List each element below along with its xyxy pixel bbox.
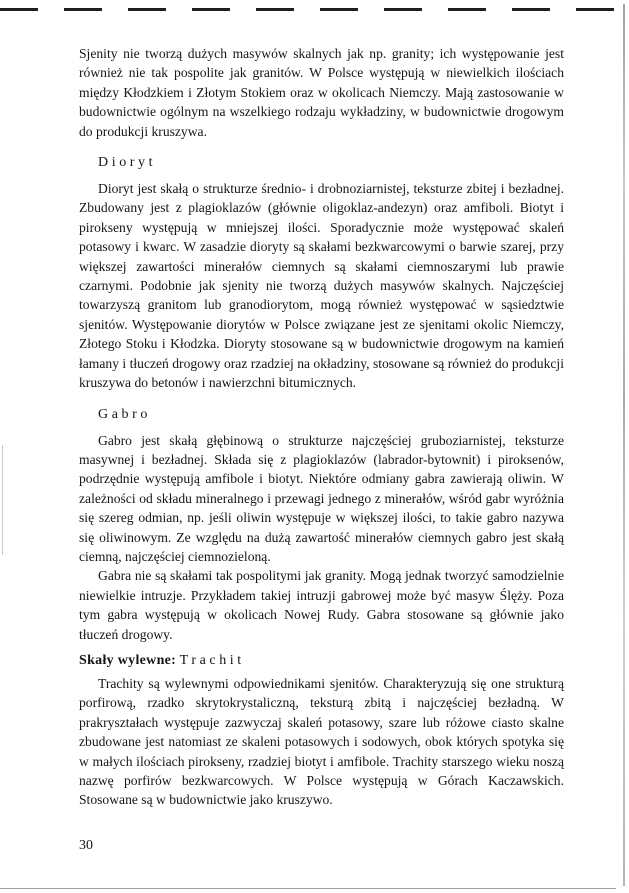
intro-paragraph: Sjenity nie tworzą dużych masywów skalnych jak np. granity; ich występowanie jest również nie tak pospolite jak granitów. W Polsce występują w niewielkich ilościach między Kłodzkiem i Złotym Stokiem oraz w okolicach Niemczy. Mają zastosowanie w budownictwie ogólnym na wszelkiego rodzaju wykładziny, w budownictwie drogowym do produkcji kruszywa.	[79, 46, 564, 139]
paragraph-gabro-2: Gabra nie są skałami tak pospolitymi jak granity. Mogą jednak tworzyć samodzielnie niewielkie intruzje. Przykładem takiej intruzji gabrowej może być masyw Ślęży. Poza tym gabra występują w okolicach Nowej Rudy. Gabra stosowane są głównie jako tłuczeń drogowy.	[79, 568, 564, 642]
scan-top-edge	[0, 8, 616, 11]
section-heading-trachit	[79, 652, 564, 670]
scan-right-edge	[623, 4, 625, 886]
paragraph-gabro-1: Gabro jest skałą głębinową o strukturze najczęściej gruboziarnistej, teksturze masywnej i bezładnej. Składa się z plagioklazów (labrador-bytownit) i piroksenów, podrzędnie występują amfibole i biotyt. Niektóre odmiany gabra zawierają oliwin. W zależności od składu mineralnego i przewagi jednego z minerałów, wśród gabr wyróżnia się szereg odmian, np. jeśli oliwin występuje w większej ilości, to takie gabro nazywa się oliwinowym. Ze względu na dużą zawartość minerałów ciemnych gabro jest skałą ciemną, najczęściej ciemnozieloną.	[79, 432, 564, 564]
section-heading-dioryt: Dioryt	[98, 155, 157, 171]
page-number: 30	[79, 838, 93, 853]
paragraph-trachit: Trachity są wylewnymi odpowiednikami sjenitów. Charakteryzują się one strukturą porfirową, rzadko skrytokrystaliczną, teksturą zbitą i najczęściej bezładną. W prakryształach występuje zazwyczaj skaleń potasowy, szare lub różowe ciasto skalne zbudowane jest natomiast ze skaleni potasowych i sodowych, obok których spotyka się w małych ilościach pirokseny, rzadziej biotyt i amfibole. Trachity starszego wieku noszą nazwę porfirów bezkwarcowych. W Polsce występują w Górach Kaczawskich. Stosowane są w budownictwie jako kruszywo.	[79, 675, 564, 808]
heading-volcanic-rocks: Skały wylewne:	[79, 652, 177, 668]
page-body	[79, 44, 564, 810]
section-heading-gabro: Gabro	[98, 406, 151, 422]
scan-bottom-edge	[0, 888, 616, 889]
heading-trachit: Trachit	[179, 652, 245, 668]
scan-left-mark	[2, 445, 3, 555]
paragraph-dioryt: Dioryt jest skałą o strukturze średnio- i drobnoziarnistej, teksturze zbitej i bezładnej. Zbudowany jest z plagioklazów (głównie oligoklaz-andezyn) oraz amfiboli. Biotyt i pirokseny występują w mniejszej ilości. Sporadycznie może występować skaleń potasowy i kwarc. W zasadzie dioryty są skałami bezkwarcowymi o barwie szarej, przy większej zawartości minerałów ciemnych są skałami ciemnoszarymi lub prawie czarnymi. Podobnie jak sjenity nie tworzą dużych masywów skalnych. Najczęściej towarzyszą granitom lub granodiorytom, mogą również występować w sąsiedztwie sjenitów. Występowanie diorytów w Polsce związane jest ze sjenitami okolic Niemczy, Złotego Stoku i Kłodzka. Dioryty stosowane są w budownictwie drogowym na kamień łamany i tłuczeń drogowy oraz rzadziej na okładziny, stosowane są również do produkcji kruszywa do betonów i nawierzchni bitumicznych.	[79, 181, 564, 391]
